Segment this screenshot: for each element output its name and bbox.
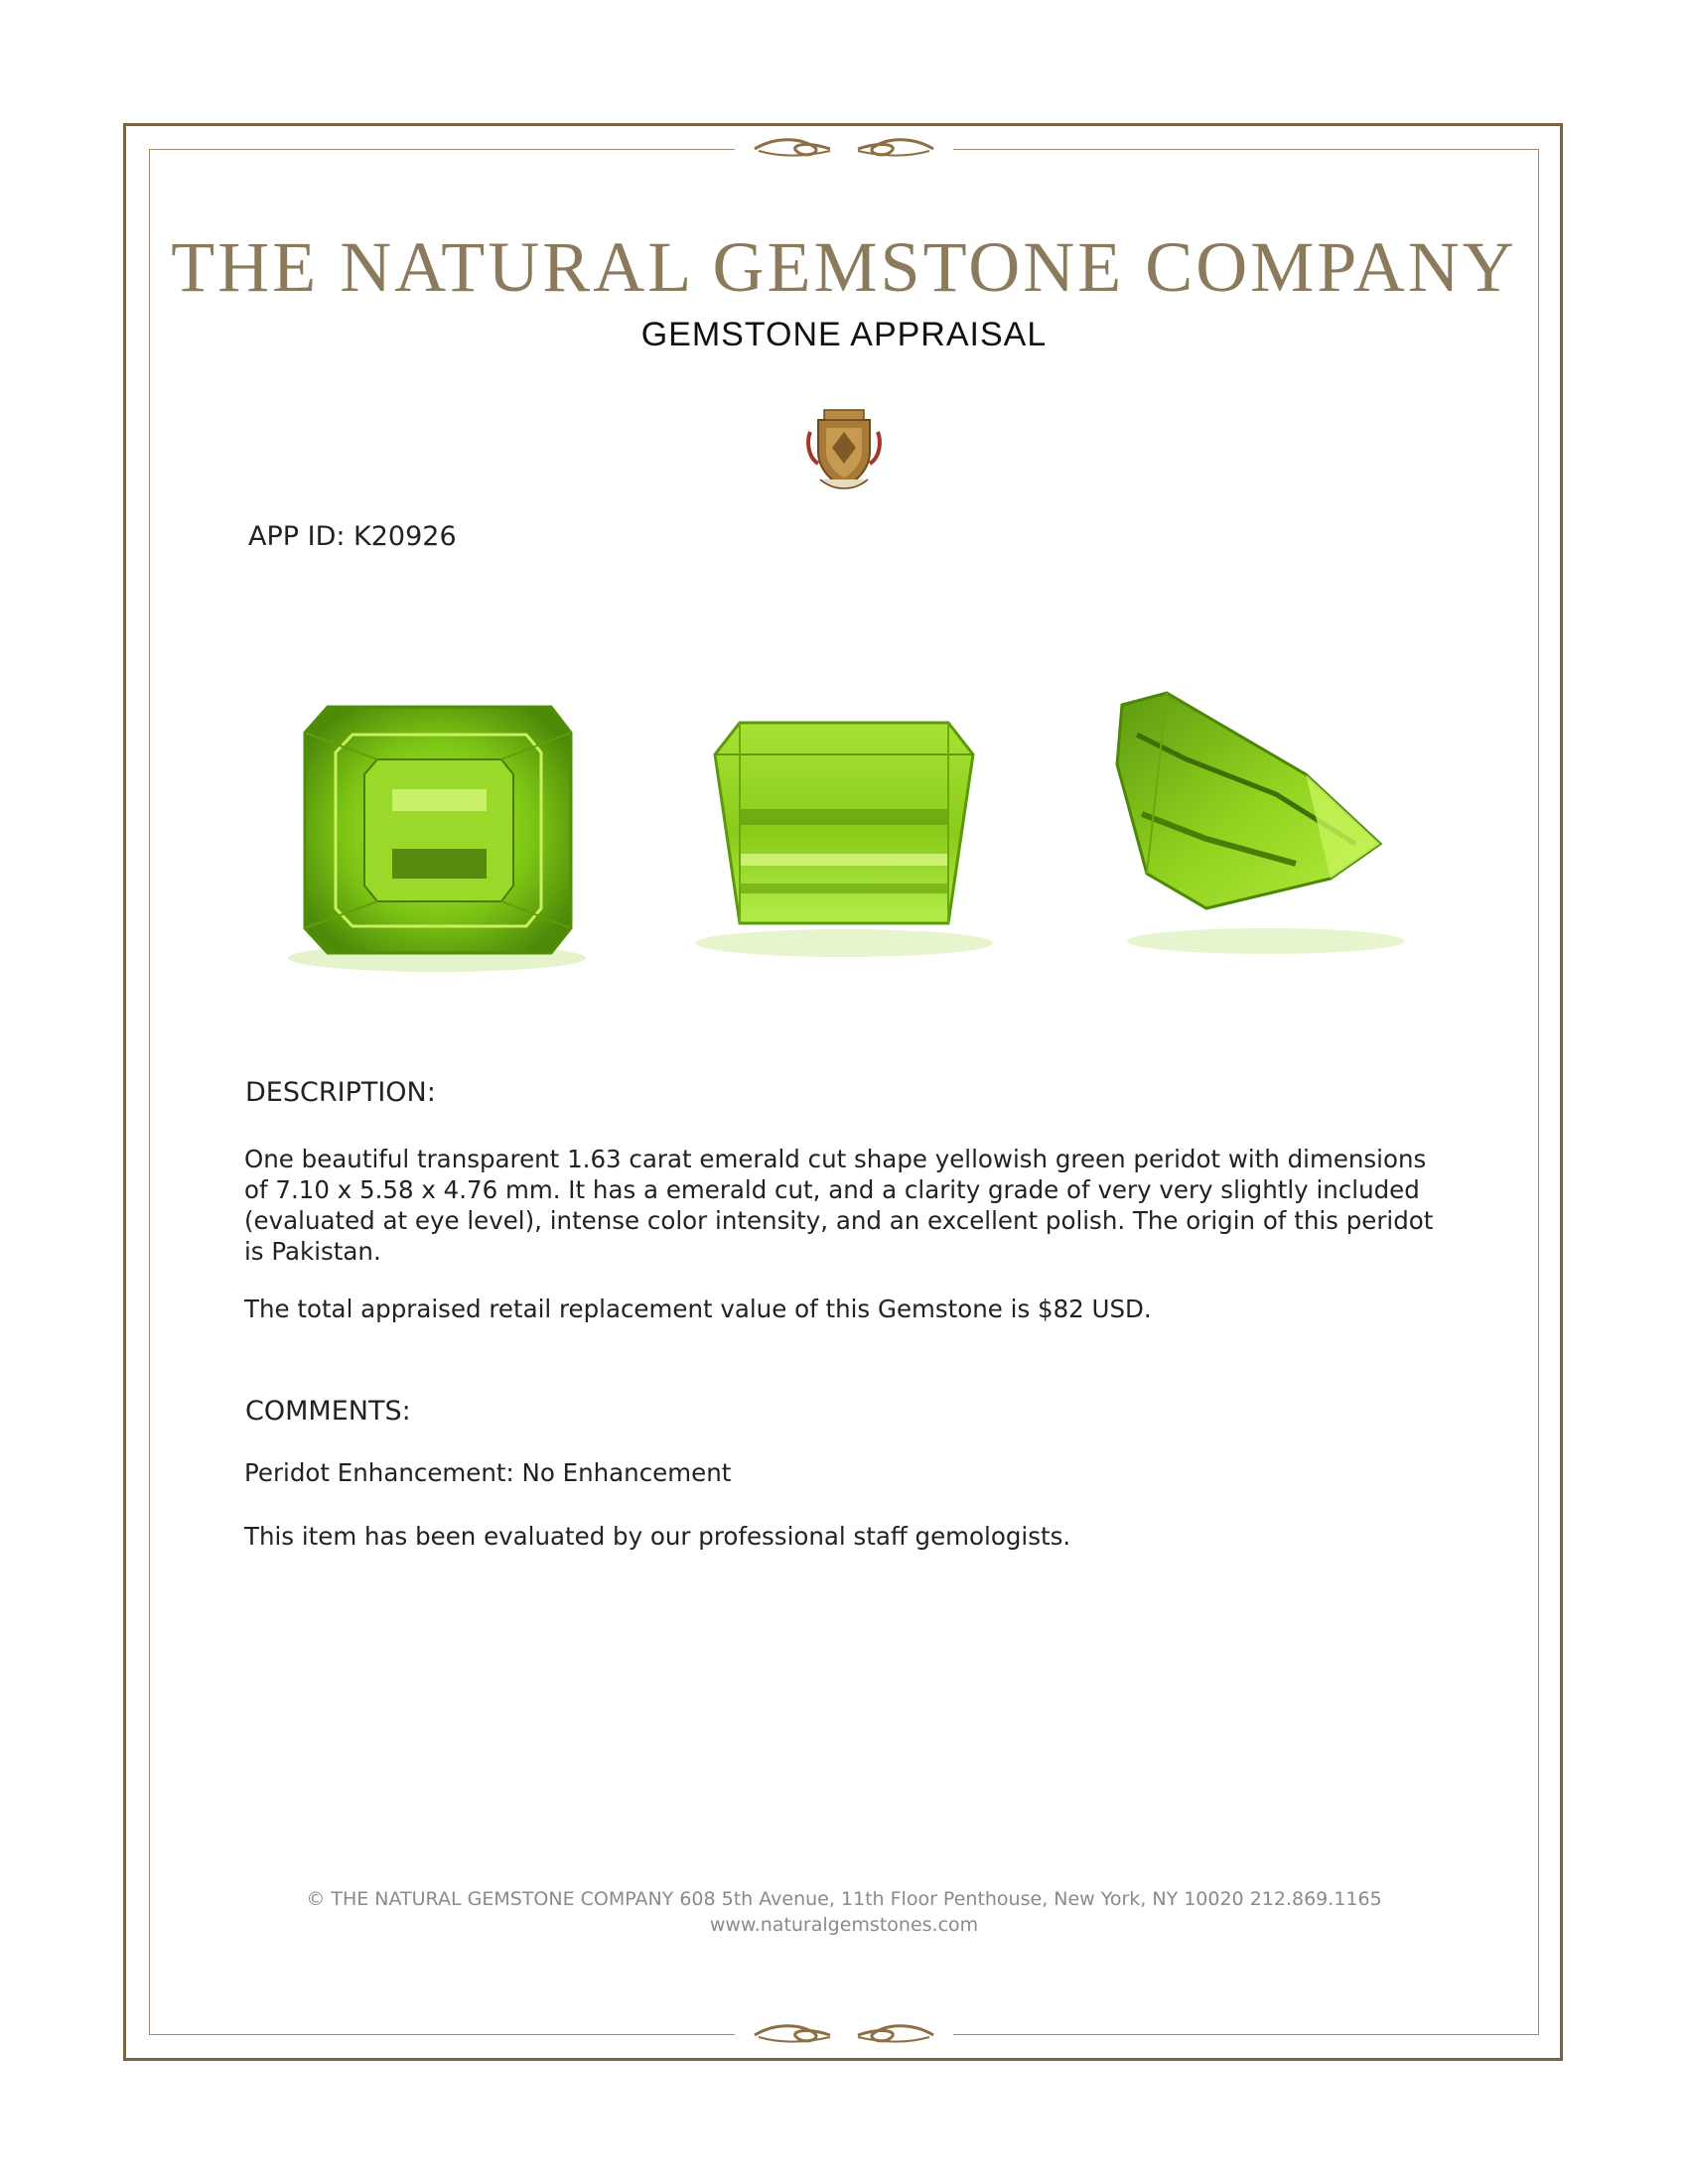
gem-side-view-image <box>655 625 1038 998</box>
document-title: GEMSTONE APPRAISAL <box>640 316 1048 353</box>
scroll-ornament-icon <box>735 2015 953 2055</box>
company-title: THE NATURAL GEMSTONE COMPANY <box>171 227 1517 307</box>
evaluation-text: This item has been evaluated by our professional staff gemologists. <box>244 1522 1071 1551</box>
bottom-ornament <box>735 2015 953 2055</box>
gem-top-view-image <box>243 625 626 998</box>
footer-address: © THE NATURAL GEMSTONE COMPANY 608 5th Avenue, 11th Floor Penthouse, New York, NY 10020 212.869.1165 <box>306 1888 1382 1910</box>
description-text: One beautiful transparent 1.63 carat emerald cut shape yellowish green peridot with dimensions of 7.10 x 5.58 x 4.76 mm. It has a emerald cut, and a clarity grade of very very slightly included (evaluated at eye level), intense color intensity, and an excellent polish. The origin of this peridot is Pakistan. <box>244 1145 1434 1266</box>
top-ornament <box>735 129 953 169</box>
enhancement-text: Peridot Enhancement: No Enhancement <box>244 1458 732 1487</box>
footer-website: www.naturalgemstones.com <box>709 1914 979 1936</box>
crest-icon <box>804 402 884 493</box>
app-id: APP ID: K20926 <box>248 521 457 552</box>
comments-label: COMMENTS: <box>245 1396 411 1427</box>
scroll-ornament-icon <box>735 129 953 169</box>
description-label: DESCRIPTION: <box>245 1077 436 1108</box>
gem-angle-view-image <box>1057 625 1440 998</box>
appraised-value-text: The total appraised retail replacement value of this Gemstone is $82 USD. <box>244 1295 1152 1323</box>
